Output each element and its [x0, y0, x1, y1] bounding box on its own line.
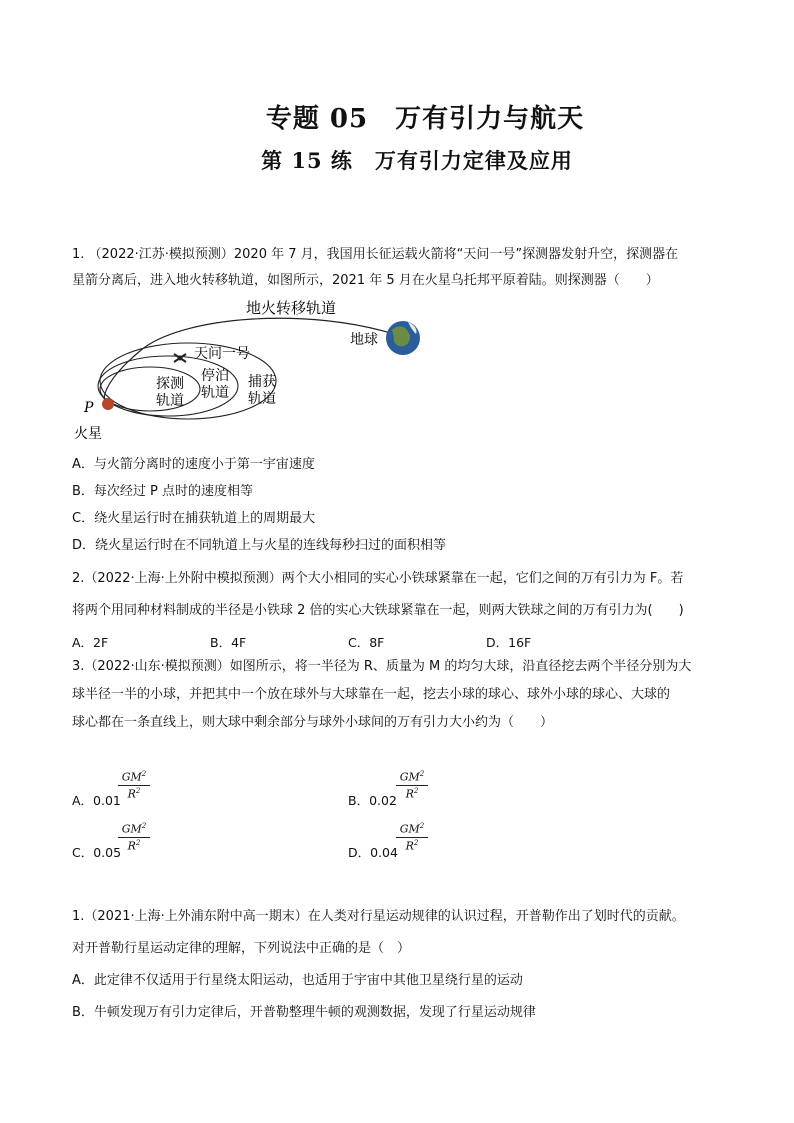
label-capture-2: 轨道 — [248, 391, 276, 407]
q3-option-b-fraction: $\frac{GM^2}{R^2}$ — [396, 770, 428, 800]
q3-option-b-label: B．0.02 — [348, 793, 397, 808]
q1-option-c: C．绕火星运行时在捕获轨道上的周期最大 — [72, 511, 316, 526]
label-detect-1: 探测 — [156, 376, 184, 392]
q3-option-d-fraction: $\frac{GM^2}{R^2}$ — [396, 822, 428, 852]
q4-stem-line2: 对开普勒行星运动定律的理解，下列说法中正确的是（ ） — [72, 941, 411, 956]
q4-option-b: B．牛顿发现万有引力定律后，开普勒整理牛顿的观测数据，发现了行星运动规律 — [72, 1005, 536, 1020]
label-park-1: 停泊 — [201, 368, 229, 384]
earth-icon — [386, 321, 420, 355]
q1-option-d: D．绕火星运行时在不同轨道上与火星的连线每秒扫过的面积相等 — [72, 538, 447, 553]
q3-option-a-fraction: $\frac{GM^2}{R^2}$ — [118, 770, 150, 800]
q1-option-b: B．每次经过 P 点时的速度相等 — [72, 484, 254, 499]
probe-icon — [174, 354, 186, 362]
label-park-2: 轨道 — [201, 385, 229, 401]
q3-option-a-label: A．0.01 — [72, 793, 121, 808]
q1-stem-line1: 1. （2022·江苏·模拟预测）2020 年 7 月，我国用长征运载火箭将“天问一号”探测器发射升空，探测器在 — [72, 247, 679, 262]
q3-option-c-fraction: $\frac{GM^2}{R^2}$ — [118, 822, 150, 852]
label-earth: 地球 — [350, 332, 378, 348]
q2-option-a: A．2F — [72, 635, 109, 650]
q3-stem-line1: 3.（2022·山东·模拟预测）如图所示，将一半径为 R、质量为 M 的均匀大球，沿直径挖去两个半径分别为大 — [72, 659, 692, 674]
q2-stem-line2: 将两个用同种材料制成的半径是小铁球 2 倍的实心大铁球紧靠在一起，则两大铁球之间的万有引力为( ) — [72, 603, 684, 618]
q1-option-a: A．与火箭分离时的速度小于第一宇宙速度 — [72, 457, 315, 472]
q3-stem-line3: 球心都在一条直线上，则大球中剩余部分与球外小球间的万有引力大小约为（ ） — [72, 715, 554, 730]
q2-option-b: B．4F — [210, 635, 247, 650]
q2-option-c: C．8F — [348, 635, 385, 650]
orbit-diagram — [70, 296, 430, 446]
q2-stem-line1: 2.（2022·上海·上外附中模拟预测）两个大小相同的实心小铁球紧靠在一起，它们之间的万有引力为 F。若 — [72, 571, 684, 586]
page-title: 专题 05 万有引力与航天 — [265, 104, 585, 134]
label-mars: 火星 — [74, 426, 102, 442]
label-point-p: P — [84, 400, 94, 416]
detection-orbit-ellipse — [100, 367, 200, 411]
q3-stem-line2: 球半径一半的小球，并把其中一个放在球外与大球靠在一起，挖去小球的球心、球外小球的球心、大球的 — [72, 687, 671, 702]
page-subtitle: 第 15 练 万有引力定律及应用 — [261, 148, 573, 173]
q3-option-c-label: C．0.05 — [72, 845, 122, 860]
mars-icon — [102, 398, 114, 410]
label-capture-1: 捕获 — [248, 374, 276, 390]
q4-option-a: A．此定律不仅适用于行星绕太阳运动，也适用于宇宙中其他卫星绕行星的运动 — [72, 973, 523, 988]
label-probe: 天问一号 — [194, 346, 250, 362]
q4-stem-line1: 1.（2021·上海·上外浦东附中高一期末）在人类对行星运动规律的认识过程，开普勒作出了划时代的贡献。 — [72, 909, 685, 924]
q1-stem-line2: 星箭分离后，进入地火转移轨道，如图所示，2021 年 5 月在火星乌托邦平原着陆。则探测器（ ） — [72, 273, 659, 288]
label-transfer-orbit: 地火转移轨道 — [246, 299, 337, 317]
label-detect-2: 轨道 — [156, 393, 184, 409]
q2-option-d: D．16F — [486, 635, 532, 650]
q3-option-d-label: D．0.04 — [348, 845, 398, 860]
